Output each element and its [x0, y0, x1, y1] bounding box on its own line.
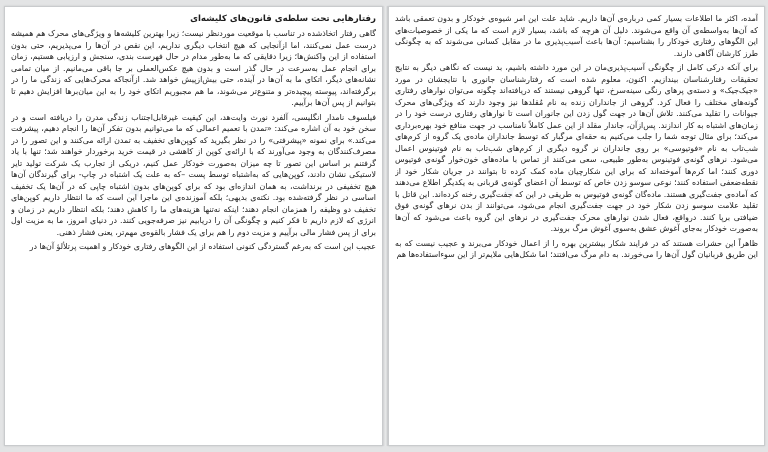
paragraph: فیلسوف نامدار انگلیسی، آلفرد نورث وایت‌هد، این کیفیت غیرقابل‌اجتناب زندگی مدرن را دریافته است و در سخن خود به آن اشاره می‌کند: «تمدن با تعمیم اعمالی که ما می‌توانیم بدون تفکر آن‌ها را انجام دهیم، پیشرفت می‌کند.» برای نمونه «پیشرفتی» را در نظر بگیرید که کوپن‌های تخفیف به تمدن ارائه می‌کنند و این تصور را در مصرف‌کنندگان به وجود می‌آورند که با ارائه‌ی کوپن از کاهشی در قیمت خرید برخوردار خواهند شد؛ تنها با یاد گرفتنم بر اساس این تصور تا چه میزان به‌صورت خودکار عمل کنیم، دریکی از تجارب یک شرکت تولید تایر لاستیکی نشان دادند، کوپن‌هایی که به‌اشتباه توسط پست –که به علت یک اشتباه در چاپ- برای گیرندگان آن‌ها هیچ تخفیفی در برنداشت، به همان اندازه‌ای بود که برای کوپن‌های بدون اشتباه چاپی که در آن‌ها یک تخفیف اساسی در نظر گرفته‌شده بود. نکته‌ی بدیهی؛ بلکه آموزنده‌ی این ماجرا این است که ما انتظار داریم کوپن‌های تخفیف دو وظیفه را همزمان انجام دهند؛ اینکه نه‌تنها هزینه‌های ما را کاهش دهند؛ بلکه انتظار داریم در زمان و انرژی که لازم داریم تا فکر کنیم و چگونگی آن را دریابیم نیز صرفه‌جویی کنند. در دنیای امروز، ما به مزیت اول برای از پس فشار مالی برآییم و مزیت دوم را هم برای یک فشار بالقوه‌ی مهم‌تر، یعنی فشار ذهنی. [11, 112, 376, 237]
paragraph: آمده، اکثر ما اطلاعات بسیار کمی درباره‌ی آن‌ها داریم. شاید علت این امر شیوه‌ی خودکار و بدون تعمقی باشد که آن‌ها به‌واسطه‌ی آن واقع می‌شوند. دلیل آن هرچه که باشد، بسیار لازم است که ما یکی از خصوصیات‌های این الگوهای رفتاری خودکار را بشناسیم: آن‌ها باعث آسیب‌پذیری ما در مقابل کسانی می‌شوند که به چگونگی طرز کارشان آگاهی دارند. [395, 14, 758, 58]
paragraph: برای آنکه درکی کامل از چگونگی آسیب‌پذیری‌مان در این مورد داشته باشیم، بد نیست که نگاهی دیگر به نتایج تحقیقات رفتارشناسان بیندازیم. اکنون، معلوم شده است که رفتارشناسان جانوری با نتایجشان در مورد «جیک‌جیک» و دسته‌ی پرهای رنگی سینه‌سرخ، تنها گروهی نیستند که دریافته‌اند چگونه می‌توان نوارهای رفتاری گونه‌های مختلف را فعال کرد. گروهی از جانداران زنده به نام مُقلدها نیز وجود دارند که ویژگی‌های محرک جیوانات را تقلید می‌کنند. تلاش آن‌ها در جهت گول زدن این جانوران است تا نوارهای رفتاری درست خود را در زمان‌های اشتباه به کار اندازند. پس‌ازآن، جاندار مقلد از این عمل کاملاً نامناسب در جهت منافع خود بهره‌برداری می‌کند؛ برای مثال توجه شما را جلب می‌کنیم به حقه‌ای مرگبار که توسط جانداران ماده‌ی یک گروه از کرم‌های شب‌تاب به نام «فوتیوسی» بر روی جانداران نر گروه دیگری از کرم‌های شب‌تاب به نام فوتینوس اعمال می‌شود. نرهای گونه‌ی فوتینوس به‌طور طبیعی، سعی می‌کنند از تماس با ماده‌های خون‌خوار گونه‌ی فوتیوس دوری کنند؛ اما کرم‌ها آموخته‌اند که برای این شکارچیان ماده کمک کرده تا بتوانند در جریان شکار خود از نقطه‌ضعفی استفاده کنند؛ نوعی سوسو زدن خاص که توسط آن اعضای گونه‌ی قربانی به یکدیگر اطلاع می‌دهند که آماده‌ی جفت‌گیری هستند. ماده‌گان گونه‌ی فوتیوس به طریقی در این که جفت‌گیری رخنه کرده‌اند. این قاتل با تقلید علامت سوسو زدن شکار خود در جهت جفت‌گیری انجام می‌شود، می‌توانند از بدن نرهای گونه‌ی فوق ضیافتی برپا کنند. درواقع، فعال شدن نوارهای محرک جفت‌گیری در نرهای این گروه باعث می‌شود که آن‌ها به‌صورت خودکار به‌جای آغوش عشق به‌سوی آغوش مرگ بروند. [395, 63, 758, 233]
left-page-text [11, 13, 376, 441]
paragraph: ظاهراً این حشرات هستند که در فرایند شکار بیشترین بهره را از اعمال خودکار می‌برند و عجیب نیست که به این طریق قربانیان گول آن‌ها را می‌خورند. به دام مرگ می‌افتند؛ اما شکل‌هایی ملایم‌تر از این سوءاستفاده‌ها هم [395, 238, 758, 259]
watermark: ✦ [492, 173, 527, 211]
paragraph: گاهی رفتار اتخاذشده در تناسب با موقعیت موردنظر نیست؛ زیرا بهترین کلیشه‌ها و ویژگی‌های محرک هم همیشه درست عمل نمی‌کنند، اما ازآنجایی که هیچ انتخاب دیگری نداریم، این نقص در آن‌ها را می‌پذیریم، حتی بدون استفاده از این واکنش‌ها؛ زیرا دقایقی که ما به‌طور مدام در حال فهرست بندی، سنجش و ارزیابی هستیم، زمان برای انجام عمل به‌سرعت در حال گذر است و بدون هیچ عکس‌العملی بر جا باقی می‌مانیم. از میان تمامی نشانه‌های دیگر، اتکای ما به آن‌ها در آینده، حتی بیش‌ازپیش خواهد شد. ازآنجاکه محرک‌هایی که زندگی ما را در برگرفته‌اند، پیوسته پیچیده‌تر و متنوع‌تر می‌شوند، ما هم مجبوریم اتکای خود را به این میان‌برها افزایش دهیم تا بتوانیم از پس آن‌ها برآییم. [11, 29, 376, 107]
section-heading: رفتارهایی تحت سلطه‌ی قانون‌های کلیشه‌ای [190, 14, 376, 24]
paragraph: عجیب این است که به‌رغم گستردگی کنونی استفاده از این الگوهای رفتاری خودکار و اهمیت پرتلألؤ آن‌ها در [29, 242, 376, 251]
left-page [4, 6, 383, 446]
watermark: ✦ [118, 173, 153, 211]
right-page-text [395, 13, 758, 441]
right-page [388, 6, 765, 446]
